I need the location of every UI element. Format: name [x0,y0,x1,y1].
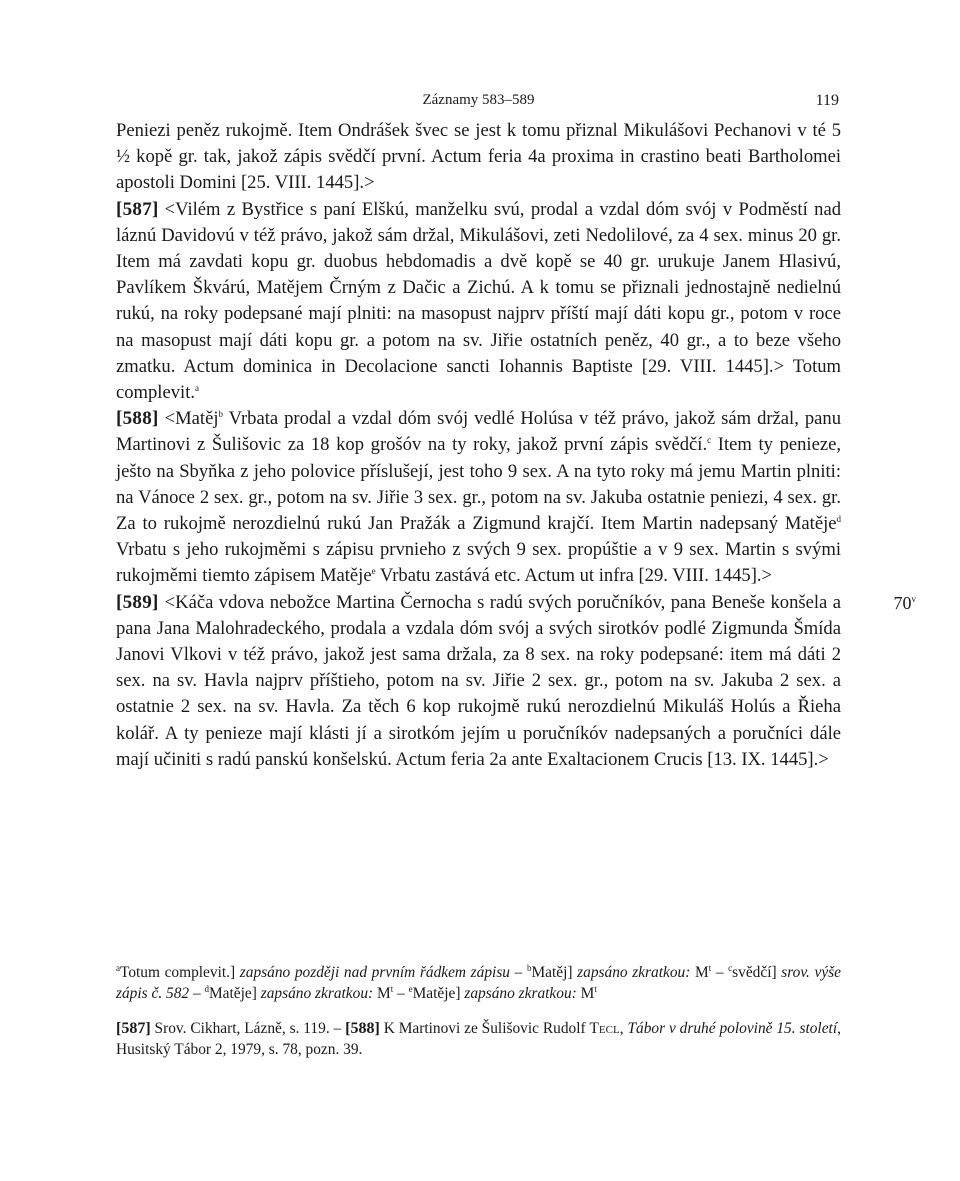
note-siglum-sup: t [390,983,394,994]
entry-text: <Vilém z Bystřice s paní Elškú, manželku svú, prodal a vzdal dóm svój v Podměstí nad láznú Davidovú v též právo, jakož sám držal, Mikulášovi, zeti Nedolilové, za 4 sex. minus 20 gr. Item má zavdati kopu gr. duobus hebdomadis a dvě kopě se 40 gr. urukuje Janem Hlasivú, Pavlíkem Škvárú, Matějem Črným z Dačic a Zichú. A k tomu se přiznali jednostajně nedielnú rukú, na roky podepsané mají plniti: na masopust najprv příští mají dáti kopu gr., potom v roce na masopust mají dáti kopu gr. a potom na sv. Jiřie ostatních peněz, 40 gr., a to beze všeho zmatku. Actum dominica in Decolacione sancti Iohannis Baptiste [29. VIII. 1445].> Totum complevit. [116,198,841,404]
page-body [116,88,916,773]
note-ref: c [707,435,712,446]
entry-text: Vrbata prodal a vzdal dóm svój vedlé Holúsa v též právo, jakož sám držal, panu Martinovi z Šulišovic za 18 kop grošóv na ty roky, jakož první zápis svědčí. [116,408,841,456]
entry-text: <Matěj [164,408,219,430]
commentary-ref: [588] [345,1020,380,1037]
commentary-title: Tábor v druhé polovině 15. století [627,1020,838,1037]
running-title: Záznamy 583–589 [422,92,535,108]
entry-text: Vrbatu zastává etc. Actum ut infra [29. VIII. 1445].> [375,565,773,587]
note-separator: – [393,985,409,1002]
entry-text: <Káča vdova nebožce Martina Černocha s radú svých poručníkóv, pana Beneše konšela a pana Jana Malohradeckého, prodala a vzdala dóm svój a svých sirotkóv podlé Zigmunda Šmída Janovi Vlkovi v též právo, jakož jest sama držala, za 8 sex. na roky podepsané: item má dáti 2 sex. na sv. Havla najprv příštieho, potom na sv. Jiřie 2 sex. gr., potom na sv. Jakuba 2 sex. a ostatnie 2 sex. na sv. Havla. Za těch 6 kop rukojmě rukú nerozdielnú Mikuláš Holús a Řieha kolář. A ty penieze mají klásti jí a sirotkóm jejím u poručníkóv nadepsaných a poručníci dále mají učiniti s radú panskú konšelskú. Actum feria 2a ante Exaltacionem Crucis [13. IX. 1445].> [116,591,841,770]
footnotes [116,962,841,1060]
note-lemma: Totum complevit.] [120,964,236,981]
note-lemma: svědčí] [732,964,777,981]
note-ref: b [218,409,224,420]
note-separator: – [510,964,527,981]
note-letter: d [204,983,209,994]
note-lemma: Matěje] [412,985,461,1002]
folio-margin-note [894,590,917,616]
folio-number: 70 [893,592,912,613]
entry-588 [116,406,841,589]
note-siglum: M [580,985,595,1002]
commentary-author: Tecl [589,1020,620,1037]
commentary-text: Srov. Cikhart, Lázně, s. 119. – [154,1020,342,1037]
commentary-text: , Husitský Tábor 2, 1979, s. 78, pozn. 39. [116,1020,841,1058]
critical-apparatus [116,962,841,1004]
note-comment: zapsáno zkratkou: [577,964,691,981]
entry-587 [116,197,841,407]
note-siglum-sup: t [708,962,712,973]
entry-number: [587] [116,198,159,220]
commentary-ref: [587] [116,1020,151,1037]
carryover-paragraph: Peniezi peněz rukojmě. Item Ondrášek švec se jest k tomu přiznal Mikulášovi Pechanovi v té 5 ½ kopě gr. tak, jakož zápis svědčí první. Actum feria 4a proxima in crastino beati Bartholomei apostoli Domini [25. VIII. 1445].> [116,120,841,194]
entry-text: Vrbatu s jeho rukojměmi s zápisu prvnieho z svých 9 sex. propúštie a v 9 sex. Martin s svými rukojměmi tiemto zápisem Matěje [116,539,841,587]
main-text [116,118,916,773]
note-siglum-sup: t [594,983,597,994]
entry-number: [588] [116,408,159,430]
note-ref: e [371,566,376,577]
note-separator: – [189,985,205,1002]
commentary-text: K Martinovi ze Šulišovic Rudolf [383,1020,586,1037]
entry-number: [589] [116,591,159,613]
page-number: 119 [815,92,839,109]
note-comment: zapsáno později nad prvním řádkem zápisu [239,964,511,981]
commentary-notes: [587] Srov. Cikhart, Lázně, s. 119. – [588] K Martinovi ze Šulišovic Rudolf Tecl, Tábor v druhé polovině 15. století, Husitský Tábor 2, 1979, s. 78, pozn. 39. [116,1020,841,1058]
note-ref: a [195,382,200,393]
note-lemma: Matěje] [209,985,257,1002]
note-comment: zapsáno zkratkou: [260,985,374,1002]
note-lemma: Matěj] [531,964,573,981]
note-siglum: M [377,985,391,1002]
note-comment: srov. výše zápis č. 582 [116,964,841,1002]
note-letter: a [116,962,120,973]
folio-side: v [911,593,916,604]
note-separator: – [711,964,729,981]
note-ref: d [836,513,841,524]
entry-text: Item ty penieze, ješto na Sbyňka z jeho polovice příslušejí, jest toho 9 sex. A na tyto roky má jemu Martin plniti: na Vánoce 2 sex. gr., potom na sv. Jiřie 3 sex. gr., potom na sv. Jakuba ostatnie peniezi, 4 sex. gr. Za to rukojmě nerozdielnú rukú Jan Pražák a Zigmund krajčí. Item Martin nadepsaný Matěje [116,434,841,535]
running-head [116,88,841,118]
note-letter: e [408,983,413,994]
note-letter: b [526,962,532,973]
note-siglum: M [695,964,709,981]
note-letter: c [728,962,733,973]
entry-589 [116,590,916,773]
note-comment: zapsáno zkratkou: [464,985,577,1002]
